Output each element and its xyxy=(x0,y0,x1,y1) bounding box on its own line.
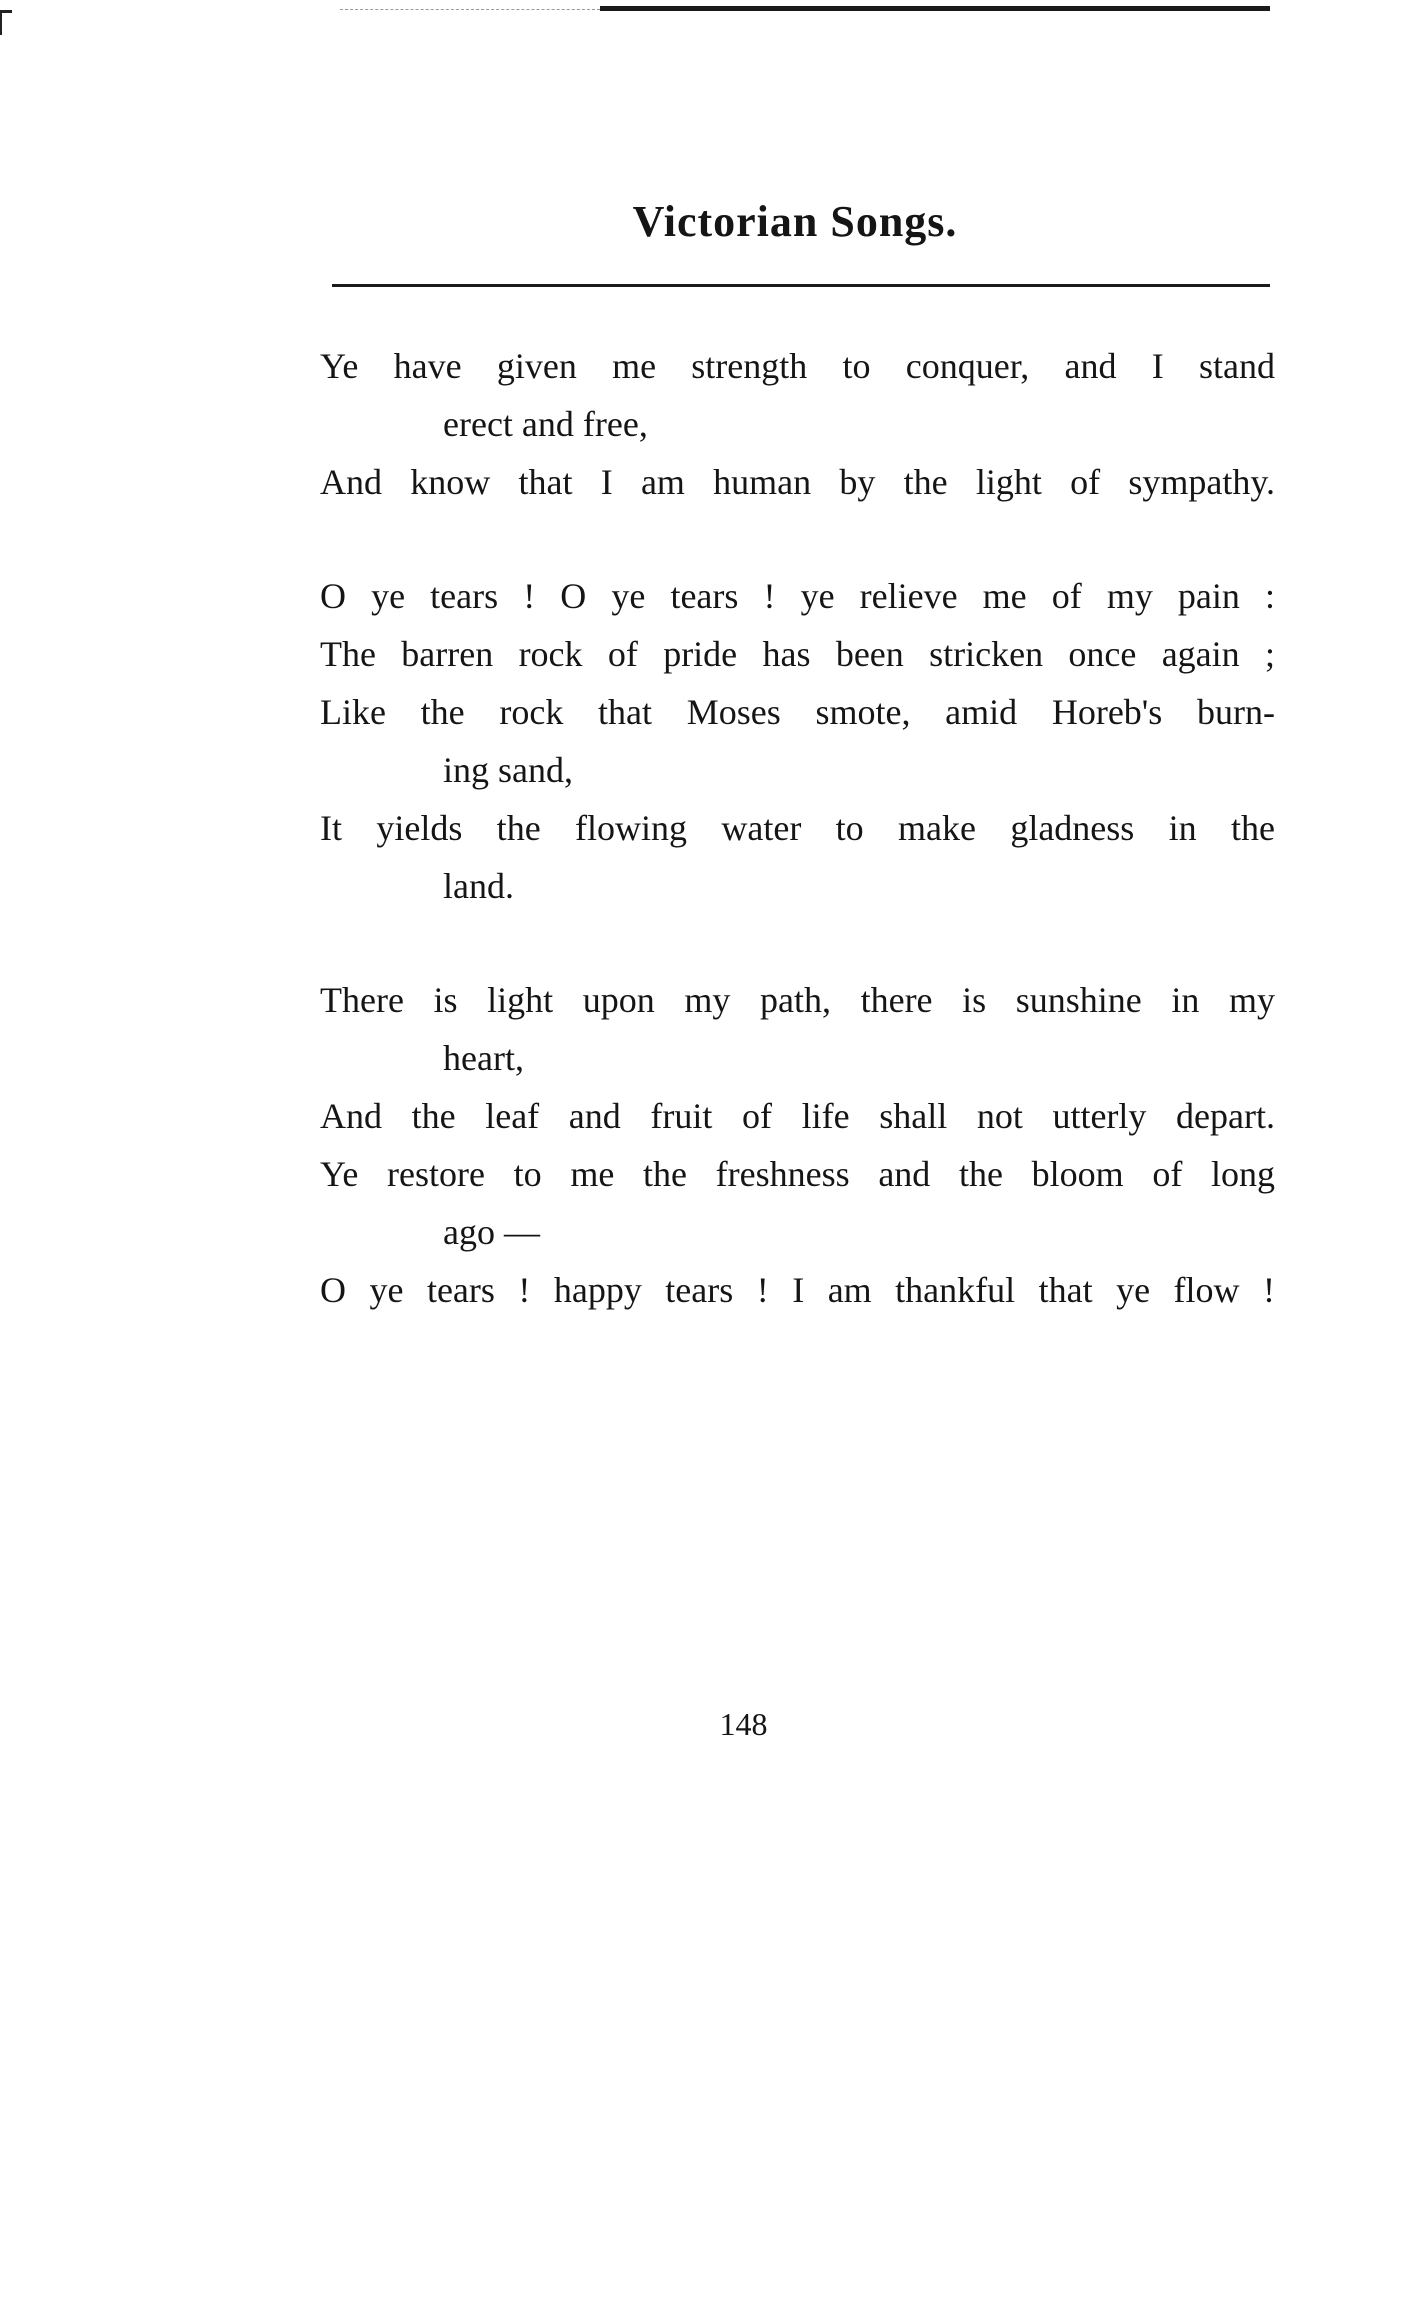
poem-line: Like the rock that Moses smote, amid Horeb's burn- xyxy=(320,692,1275,732)
poem-line: Ye restore to me the freshness and the bloom of long xyxy=(320,1154,1275,1194)
poem-line: O ye tears ! happy tears ! I am thankful that ye flow ! xyxy=(320,1270,1275,1310)
poem-line-continuation: erect and free, xyxy=(443,404,648,444)
scan-top-faint-line xyxy=(340,9,600,11)
poem-line-continuation: heart, xyxy=(443,1038,524,1078)
poem-line: O ye tears ! O ye tears ! ye relieve me of my pain : xyxy=(320,576,1275,616)
scan-top-rule xyxy=(600,6,1270,11)
stanza-3 xyxy=(320,971,1275,1319)
stanza-2 xyxy=(320,567,1275,915)
poem-line: It yields the flowing water to make gladness in the xyxy=(320,808,1275,848)
poem-line-continuation: land. xyxy=(443,866,514,906)
running-head: Victorian Songs. xyxy=(632,197,958,246)
poem-body xyxy=(320,337,1275,1375)
page-number: 148 xyxy=(719,1706,768,1742)
stanza-1 xyxy=(320,337,1275,511)
header-rule xyxy=(332,284,1270,287)
scan-corner-mark xyxy=(0,10,12,35)
poem-line: The barren rock of pride has been stricken once again ; xyxy=(320,634,1275,674)
poem-line: And know that I am human by the light of sympathy. xyxy=(320,462,1275,502)
poem-line: Ye have given me strength to conquer, and I stand xyxy=(320,346,1275,386)
poem-line: And the leaf and fruit of life shall not utterly depart. xyxy=(320,1096,1275,1136)
poem-line-continuation: ing sand, xyxy=(443,750,573,790)
poem-line: There is light upon my path, there is sunshine in my xyxy=(320,980,1275,1020)
poem-line-continuation: ago — xyxy=(443,1212,540,1252)
